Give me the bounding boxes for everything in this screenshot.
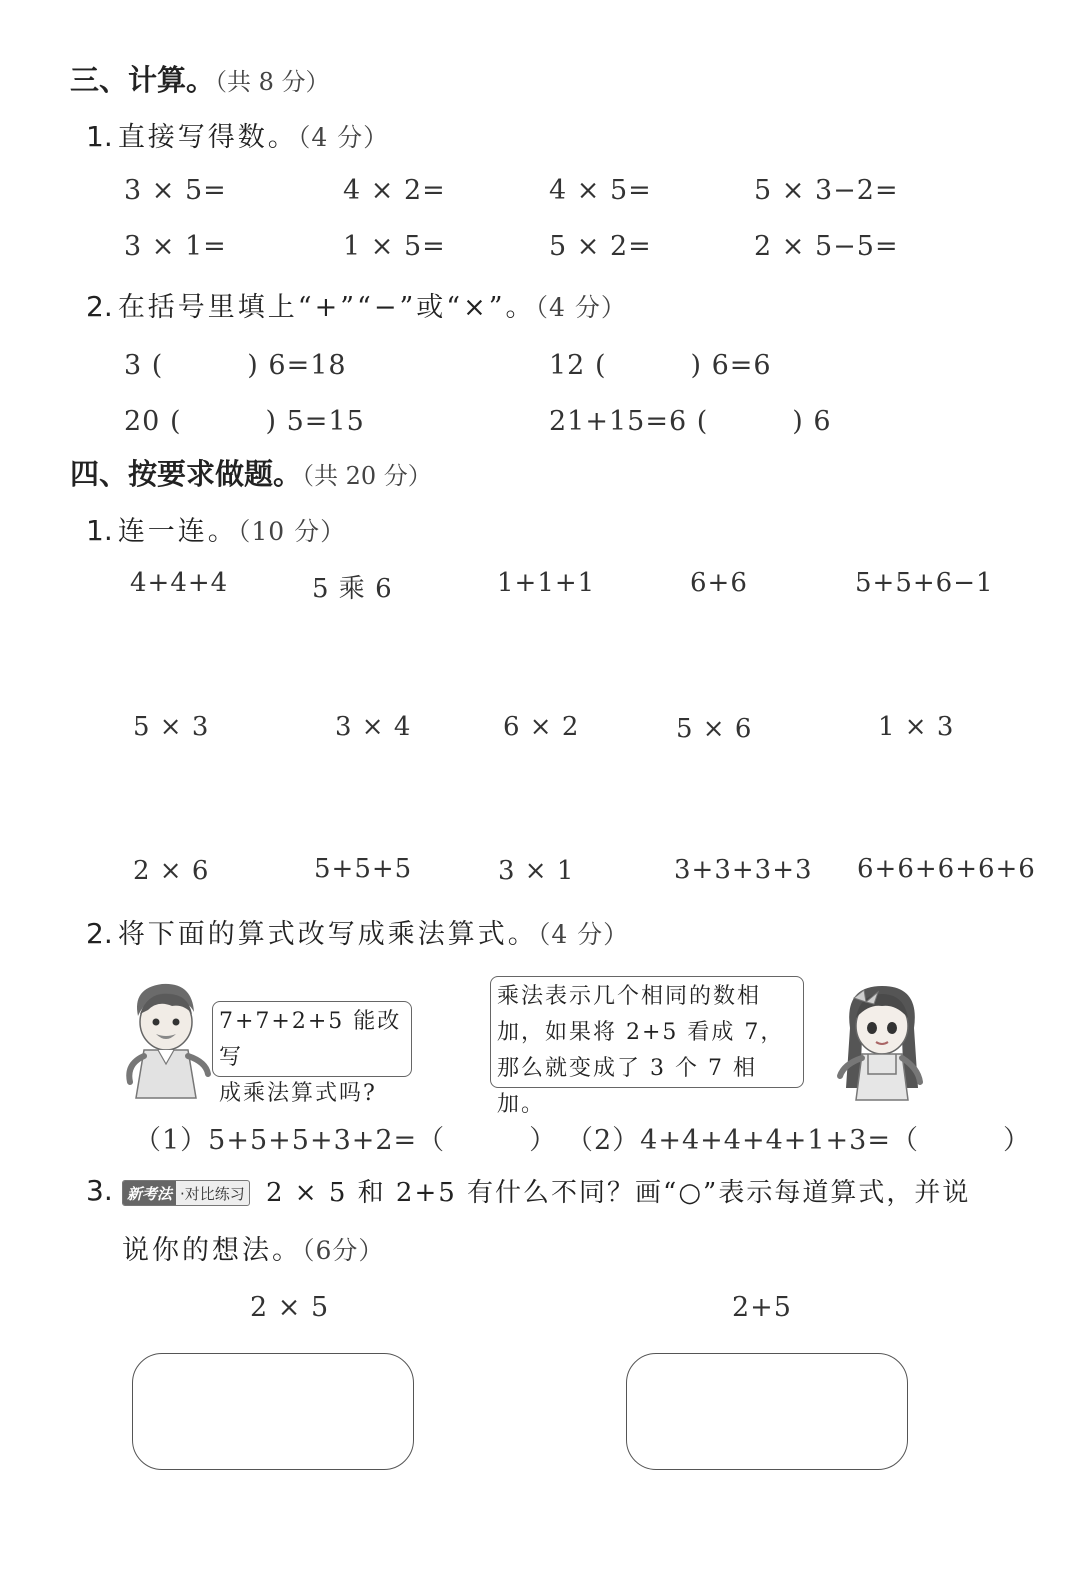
- question-text: 直接写得数。（4 分）: [117, 122, 390, 153]
- match-item[interactable]: 5+5+5: [314, 854, 413, 884]
- fill-operator-item: 12 ( ) 6=6: [549, 350, 772, 381]
- rewrite-item: （1）5+5+5+3+2=（ ）: [134, 1125, 558, 1156]
- match-item[interactable]: 5 × 6: [676, 714, 753, 744]
- calc-item: 2 × 5−5=: [754, 231, 899, 262]
- question-number: 1.: [86, 514, 113, 547]
- match-item[interactable]: 1+1+1: [497, 568, 596, 598]
- match-item[interactable]: 6+6: [690, 568, 748, 598]
- draw-label-left: 2 × 5: [250, 1292, 330, 1323]
- calc-item: 3 × 5=: [124, 175, 227, 206]
- fill-operator-item: 3 ( ) 6=18: [124, 350, 347, 381]
- calc-item: 1 × 5=: [343, 231, 446, 262]
- drawing-box-right[interactable]: [626, 1353, 908, 1470]
- question-4-1-heading: [86, 509, 346, 548]
- section-4-points: （共 20 分）: [302, 462, 432, 490]
- match-item[interactable]: 3+3+3+3: [674, 855, 813, 885]
- question-4-2-heading: [86, 912, 629, 951]
- section-3-points: （共 8 分）: [215, 68, 330, 96]
- match-item[interactable]: 6+6+6+6+6: [857, 854, 1036, 884]
- question-text-line2: 说你的想法。（6分）: [122, 1235, 385, 1266]
- question-3-1-heading: [86, 115, 389, 154]
- section-4-heading: [70, 452, 432, 493]
- bubble-line: 成乘法算式吗?: [219, 1081, 377, 1106]
- boy-illustration: [118, 978, 214, 1100]
- drawing-box-left[interactable]: [132, 1353, 414, 1470]
- tag-main: 新考法: [123, 1181, 176, 1205]
- calc-item: 5 × 3−2=: [754, 175, 899, 206]
- question-text-line1: 2 × 5 和 2+5 有什么不同？画“○”表示每道算式，并说: [266, 1178, 971, 1208]
- question-3-2-heading: [86, 285, 627, 324]
- question-text: 连一连。（10 分）: [117, 516, 347, 547]
- fill-operator-item: 20 ( ) 5=15: [124, 406, 365, 437]
- tag-sub: ·对比练习: [180, 1184, 245, 1203]
- match-item[interactable]: 3 × 4: [335, 712, 412, 742]
- question-number: 1.: [86, 120, 113, 153]
- match-item[interactable]: 3 × 1: [498, 856, 575, 886]
- match-item[interactable]: 5 × 3: [133, 712, 210, 742]
- bubble-line: 那么就变成了 3 个 7 相加。: [497, 1056, 757, 1117]
- calc-item: 3 × 1=: [124, 231, 227, 262]
- question-number: 2.: [86, 917, 113, 950]
- new-exam-tag: [122, 1180, 250, 1206]
- question-text: 将下面的算式改写成乘法算式。（4 分）: [117, 919, 630, 950]
- match-item[interactable]: 4+4+4: [130, 568, 229, 598]
- calc-item: 5 × 2=: [549, 231, 652, 262]
- question-number: 2.: [86, 290, 113, 323]
- boy-speech-bubble: [212, 1001, 412, 1106]
- match-item[interactable]: 1 × 3: [878, 712, 955, 742]
- bubble-line: 加，如果将 2+5 看成 7，: [497, 1020, 785, 1045]
- question-number: 3.: [86, 1174, 113, 1207]
- match-item[interactable]: 2 × 6: [133, 856, 210, 886]
- bubble-line: 7+7+2+5 能改写: [219, 1009, 402, 1070]
- match-item[interactable]: 5+5+6−1: [855, 568, 994, 598]
- question-text: 在括号里填上“+”“−”或“×”。（4 分）: [117, 292, 627, 323]
- section-3-heading: [70, 58, 330, 99]
- calc-item: 4 × 5=: [549, 175, 652, 206]
- match-item[interactable]: 6 × 2: [503, 712, 580, 742]
- section-4-title: 四、按要求做题。: [70, 457, 303, 491]
- rewrite-item: （2）4+4+4+4+1+3=（ ）: [566, 1125, 1031, 1156]
- girl-illustration: [832, 978, 932, 1102]
- match-item[interactable]: 5 乘 6: [312, 574, 393, 604]
- calc-item: 4 × 2=: [343, 175, 446, 206]
- bubble-line: 乘法表示几个相同的数相: [497, 984, 762, 1009]
- fill-operator-item: 21+15=6 ( ) 6: [549, 406, 832, 437]
- draw-label-right: 2+5: [732, 1292, 792, 1323]
- section-3-title: 三、计算。: [70, 63, 216, 97]
- girl-speech-bubble: [490, 976, 804, 1117]
